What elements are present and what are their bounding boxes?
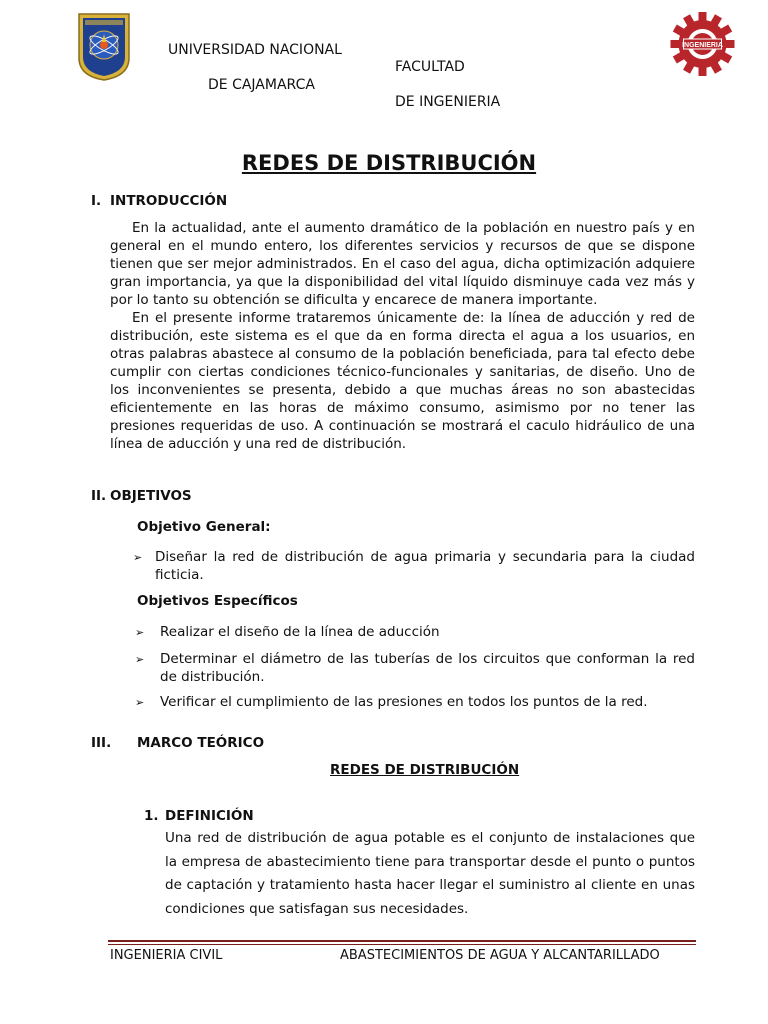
section3-number: III. <box>91 735 112 751</box>
section2-number: II. <box>91 488 107 504</box>
specific-objective-item <box>135 623 695 641</box>
footer-rule <box>108 940 696 942</box>
engineering-gear-logo <box>669 12 736 76</box>
footer-right-text: ABASTECIMIENTOS DE AGUA Y ALCANTARILLADO <box>340 948 660 963</box>
section1-number: I. <box>91 193 102 209</box>
general-objective-label: Objetivo General: <box>137 519 271 535</box>
university-name-line1: UNIVERSIDAD NACIONAL <box>168 42 342 58</box>
section1-body <box>110 219 695 453</box>
arrow-bullet-icon: ➢ <box>135 626 145 639</box>
specific-objective-text: Determinar el diámetro de las tuberías de los circuitos que conforman la red de distribución. <box>160 651 695 685</box>
definition-heading: DEFINICIÓN <box>165 808 254 824</box>
university-seal-logo <box>77 12 131 82</box>
section2-heading: OBJETIVOS <box>110 488 192 504</box>
faculty-name-line2: DE INGENIERIA <box>395 94 501 110</box>
general-objective-text: Diseñar la red de distribución de agua primaria y secundaria para la ciudad ficticia. <box>155 549 695 583</box>
document-title: REDES DE DISTRIBUCIÓN <box>241 151 537 175</box>
footer-left-text: INGENIERIA CIVIL <box>110 948 223 963</box>
specific-objective-text: Realizar el diseño de la línea de aducción <box>160 624 440 640</box>
university-name-line2: DE CAJAMARCA <box>208 77 315 93</box>
arrow-bullet-icon: ➢ <box>135 653 145 666</box>
intro-paragraph-1: En la actualidad, ante el aumento dramático de la población en nuestro país y en general en el mundo entero, los diferentes servicios y recursos de que se dispone tienen que ser mejor administrados. En el caso del agua, dicha optimización adquiere gran importancia, ya que la disponibilidad del vital líquido disminuye cada vez más y por lo tanto su obtención se dificulta y encarece de manera importante. <box>110 220 695 308</box>
definition-text: Una red de distribución de agua potable es el conjunto de instalaciones que la empresa de abastecimiento tiene para transportar desde el punto o puntos de captación y tratamiento hasta hacer llegar el suministro al cliente en unas condiciones que satisfagan sus necesidades. <box>165 830 695 917</box>
section3-subtitle: REDES DE DISTRIBUCIÓN <box>330 762 520 778</box>
specific-objective-text: Verificar el cumplimiento de las presiones en todos los puntos de la red. <box>160 694 648 710</box>
footer-rule-thin <box>108 944 696 945</box>
specific-objective-item <box>135 693 695 711</box>
intro-paragraph-2: En el presente informe trataremos únicamente de: la línea de aducción y red de distribución, este sistema es el que da en forma directa el agua a los usuarios, en otras palabras abastece al consumo de la población beneficiada, para tal efecto debe cumplir con ciertas condiciones técnico-funcionales y sanitarias, de diseño. Uno de los inconvenientes se presenta, debido a que muchas áreas no son abastecidas eficientemente en las horas de máximo consumo, asimismo por no tener las presiones requeridas de uso. A continuación se mostrará el caculo hidráulico de una línea de aducción y una red de distribución. <box>110 310 695 452</box>
arrow-bullet-icon: ➢ <box>135 696 145 709</box>
specific-objectives-label: Objetivos Específicos <box>137 593 298 609</box>
definition-number: 1. <box>144 808 159 824</box>
arrow-bullet-icon: ➢ <box>133 551 143 564</box>
svg-text:INGENIERIA: INGENIERIA <box>682 42 723 49</box>
section3-heading: MARCO TEÓRICO <box>137 735 265 751</box>
specific-objective-item <box>135 650 695 686</box>
faculty-name-line1: FACULTAD <box>395 59 465 75</box>
general-objective-item <box>133 548 695 584</box>
section1-heading: INTRODUCCIÓN <box>110 193 228 209</box>
